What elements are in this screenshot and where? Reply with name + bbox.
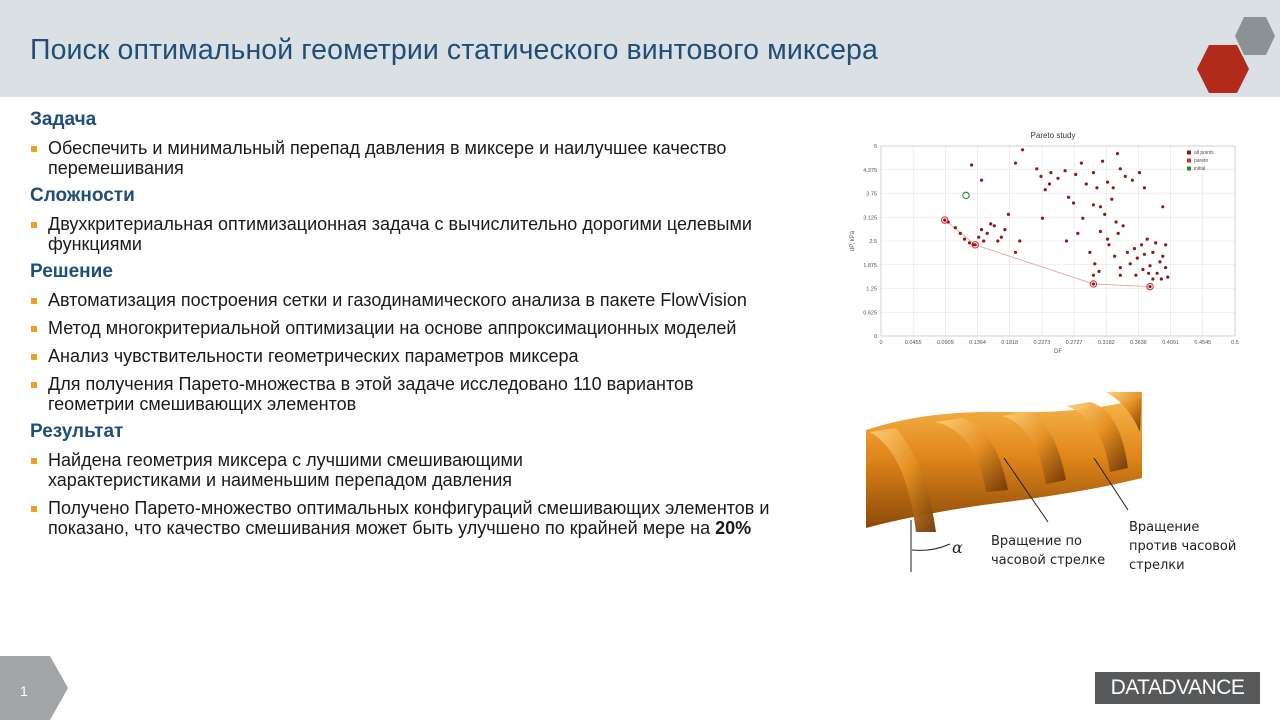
bullet-difficulties-1: Двухкритериальная оптимизационная задача с вычислительно дорогими целевыми функциями	[30, 214, 778, 254]
data-point	[980, 228, 983, 231]
data-point	[1014, 251, 1017, 254]
label-ccw-line-2: против часовой	[1129, 539, 1237, 554]
data-point	[1113, 255, 1116, 258]
page-number: 1	[20, 683, 28, 699]
data-point	[1088, 251, 1091, 254]
data-point	[1119, 167, 1122, 170]
data-point	[1161, 255, 1164, 258]
data-point	[1117, 232, 1120, 235]
bullet-solution-4: Для получения Парето-множества в этой задаче исследовано 110 вариантов геометрии смешивающих элементов	[30, 374, 738, 414]
legend-label: pareto	[1194, 158, 1209, 164]
data-point	[1143, 253, 1146, 256]
section-heading-difficulties: Сложности	[30, 185, 135, 206]
data-point	[1148, 264, 1151, 267]
x-tick-label: 0.2727	[1065, 340, 1083, 346]
y-tick-label: 2.5	[869, 239, 877, 245]
data-point	[1085, 182, 1088, 185]
data-point	[1067, 196, 1070, 199]
data-point	[989, 222, 992, 225]
data-point	[1107, 243, 1110, 246]
data-point	[1076, 232, 1079, 235]
data-point	[968, 241, 971, 244]
data-point	[1003, 228, 1006, 231]
data-point	[1151, 251, 1154, 254]
bullet-solution-2: Метод многокритериальной оптимизации на основе аппроксимационных моделей	[30, 318, 778, 338]
data-point	[1164, 266, 1167, 269]
chart-grid	[881, 146, 1235, 336]
data-point	[1158, 260, 1161, 263]
data-point	[1035, 167, 1038, 170]
y-tick-label: 1.875	[863, 262, 877, 269]
x-tick-label: 0.4545	[1194, 340, 1212, 346]
data-point	[954, 226, 957, 229]
label-clockwise-line-2: часовой стрелке	[991, 553, 1106, 568]
data-point	[970, 163, 973, 166]
data-point	[1093, 262, 1096, 265]
data-point	[1161, 205, 1164, 208]
y-tick-label: 4.375	[863, 167, 877, 174]
y-tick-label: 3.125	[863, 215, 877, 222]
pareto-point	[943, 219, 946, 222]
data-point	[993, 224, 996, 227]
data-point	[1141, 268, 1144, 271]
data-point	[1021, 148, 1024, 151]
data-point	[1080, 162, 1083, 165]
y-tick-label: 0.625	[863, 310, 877, 317]
legend-swatch	[1187, 159, 1191, 163]
data-point	[1154, 241, 1157, 244]
section-heading-result: Результат	[30, 421, 124, 442]
slide-content	[30, 108, 780, 538]
y-tick-label: 3.75	[866, 191, 877, 198]
data-point	[1041, 217, 1044, 220]
bullet-result-2	[30, 498, 778, 538]
data-point	[1129, 262, 1132, 265]
bullet-task-1: Обеспечить и минимальный перепад давления в миксере и наилучшее качество перемешивания	[30, 138, 778, 178]
label-ccw-line-1: Вращение	[1129, 520, 1200, 535]
slide-title: Поиск оптимальной геометрии статического винтового миксера	[30, 34, 878, 66]
legend-swatch	[1187, 167, 1191, 171]
data-point	[1092, 171, 1095, 174]
initial-point	[963, 192, 969, 198]
x-tick-label: 0.0909	[936, 340, 954, 346]
data-point	[1049, 171, 1052, 174]
data-point	[1106, 181, 1109, 184]
data-point	[1092, 203, 1095, 206]
label-ccw-line-3: стрелки	[1129, 558, 1185, 573]
data-point	[1156, 272, 1159, 275]
x-tick-label: 0	[879, 340, 883, 346]
data-point	[980, 179, 983, 182]
data-point	[1134, 274, 1137, 277]
data-point	[1101, 160, 1104, 163]
section-heading-task: Задача	[30, 109, 97, 130]
data-point	[977, 236, 980, 239]
data-point	[1114, 220, 1117, 223]
x-tick-label: 0.1364	[969, 340, 986, 346]
y-tick-label: 1.25	[866, 286, 877, 293]
data-point	[959, 232, 962, 235]
pareto-point	[1092, 282, 1095, 285]
x-tick-label: 0.2273	[1033, 340, 1051, 346]
y-tick-label: 0	[873, 334, 877, 340]
bullet-solution-1: Автоматизация построения сетки и газодинамического анализа в пакете FlowVision	[30, 290, 778, 310]
data-point	[1097, 270, 1100, 273]
data-point	[1166, 276, 1169, 279]
data-point	[1065, 239, 1068, 242]
data-point	[1072, 201, 1075, 204]
section-heading-solution: Решение	[30, 261, 113, 282]
data-point	[1164, 243, 1167, 246]
x-axis-label: DF	[1054, 349, 1062, 355]
data-point	[963, 238, 966, 241]
data-point	[1151, 277, 1154, 280]
data-point	[1018, 239, 1021, 242]
label-counterclockwise	[1129, 518, 1236, 575]
x-tick-label: 0.3636	[1130, 340, 1147, 346]
data-point	[1106, 238, 1109, 241]
data-point	[1099, 230, 1102, 233]
legend-swatch	[1187, 151, 1191, 155]
data-point	[1160, 277, 1163, 280]
red-hexagon-icon	[1196, 44, 1250, 94]
x-tick-label: 0.3182	[1097, 340, 1115, 346]
data-point	[1103, 213, 1106, 216]
data-point	[1122, 224, 1125, 227]
data-point	[1056, 177, 1059, 180]
data-point	[1039, 175, 1042, 178]
data-point	[1095, 186, 1098, 189]
data-point	[996, 239, 999, 242]
data-point	[1126, 251, 1129, 254]
data-point	[1119, 274, 1122, 277]
data-point	[1074, 173, 1077, 176]
pareto-point	[1148, 285, 1151, 288]
bullet-solution-3: Анализ чувствительности геометрических параметров миксера	[30, 346, 778, 366]
data-point	[1143, 186, 1146, 189]
data-point	[1133, 247, 1136, 250]
legend-label: initial	[1194, 166, 1206, 172]
data-point	[986, 232, 989, 235]
chart-title: Pareto study	[1030, 131, 1076, 140]
pareto-front-line	[945, 220, 1150, 287]
data-point	[1138, 171, 1141, 174]
data-points	[942, 148, 1170, 290]
data-point	[1146, 238, 1149, 241]
datadvance-logo: DATADVANCE	[1095, 672, 1260, 704]
x-tick-label: 0.4091	[1162, 340, 1180, 346]
data-point	[1140, 243, 1143, 246]
data-point	[1081, 217, 1084, 220]
data-point	[1112, 186, 1115, 189]
bullet-result-1: Найдена геометрия миксера с лучшими смешивающими характеристиками и наименьшим перепадом давления	[30, 450, 628, 490]
x-tick-label: 0.0455	[904, 340, 922, 346]
data-point	[1000, 236, 1003, 239]
data-point	[1110, 198, 1113, 201]
data-point	[1116, 152, 1119, 155]
data-point	[1007, 213, 1010, 216]
data-point	[1124, 175, 1127, 178]
y-tick-labels	[863, 144, 877, 340]
improvement-percent: 20%	[715, 518, 752, 538]
data-point	[1131, 179, 1134, 182]
data-point	[1136, 257, 1139, 260]
pareto-chart	[848, 126, 1244, 356]
data-point	[1147, 272, 1150, 275]
page-number-tab	[0, 656, 70, 720]
data-point	[1099, 205, 1102, 208]
legend-label: all points	[1194, 150, 1214, 156]
bullet-result-2-text: Получено Парето-множество оптимальных конфигураций смешивающих элементов и показано, что качество смешивания может быть улучшено по крайней мере на	[48, 498, 770, 538]
x-tick-labels	[879, 340, 1238, 346]
y-axis-label: dP, kPa	[850, 230, 856, 252]
x-tick-label: 0.1818	[1001, 340, 1019, 346]
x-tick-label: 0.5	[1231, 340, 1239, 346]
data-point	[1014, 162, 1017, 165]
data-point	[982, 239, 985, 242]
data-point	[1092, 274, 1095, 277]
data-point	[1063, 169, 1066, 172]
data-point	[1119, 266, 1122, 269]
chart-legend	[1187, 150, 1214, 172]
data-point	[1044, 188, 1047, 191]
pareto-point	[974, 243, 977, 246]
label-clockwise-line-1: Вращение по	[991, 534, 1082, 549]
data-point	[1048, 182, 1051, 185]
y-tick-label: 5	[873, 144, 877, 150]
alpha-angle-label: α	[952, 538, 963, 557]
label-clockwise	[991, 532, 1105, 570]
